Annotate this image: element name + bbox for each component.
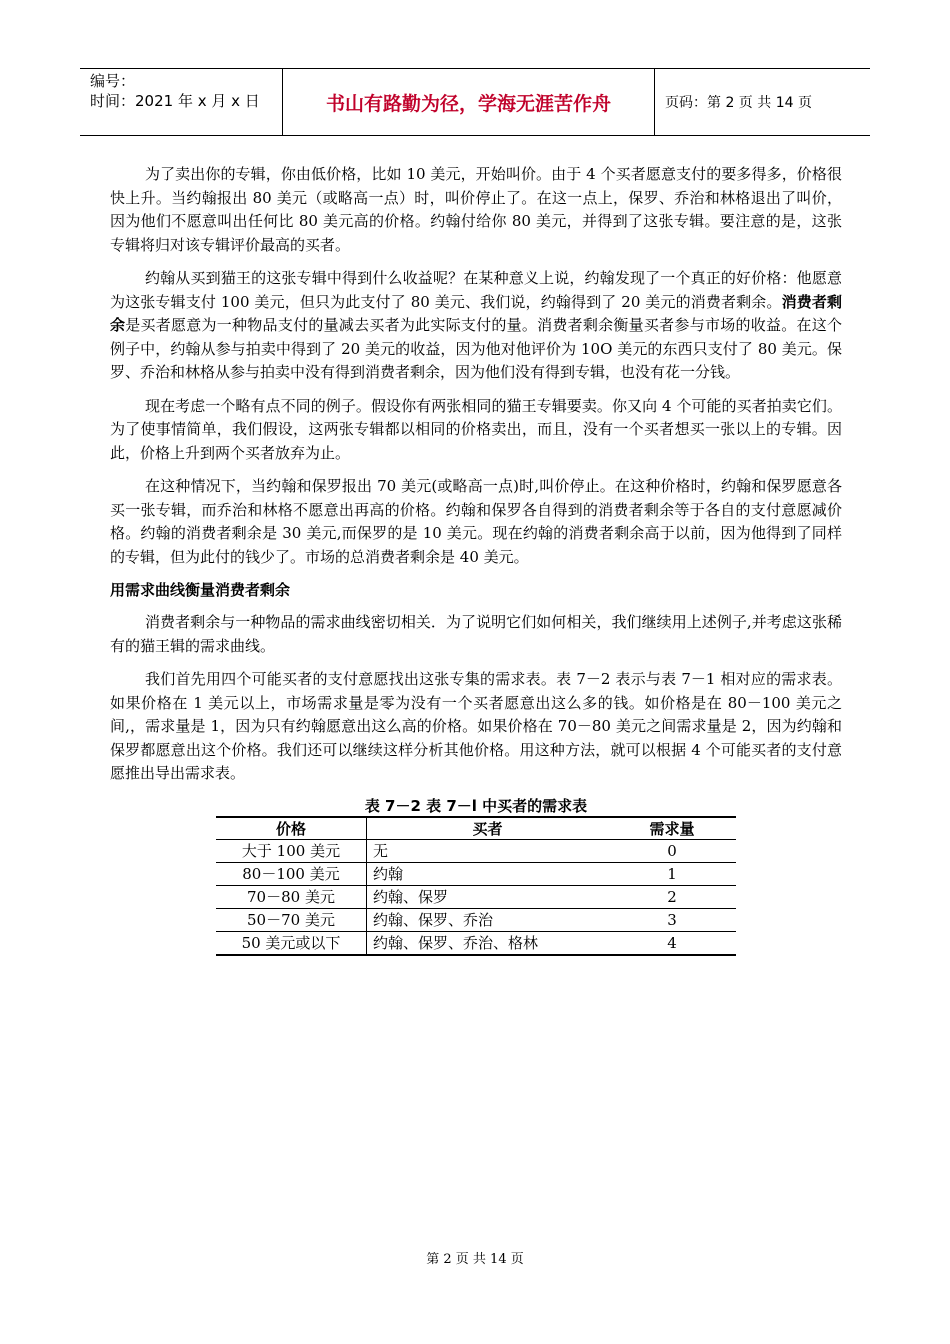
table-header-row [216,817,736,840]
column-header-price: 价格 [216,817,367,840]
cell-price: 70－80 美元 [216,885,367,908]
header-meta [80,69,283,135]
paragraph-text: 约翰从买到猫王的这张专辑中得到什么收益呢？在某种意义上说，约翰发现了一个真正的好价格：他愿意为这张专辑支付 100 美元，但只为此支付了 80 美元、我们说，约翰得到了 20 美元的消费者剩余。 [110,269,842,311]
cell-buyers: 约翰、保罗 [367,885,609,908]
cell-buyers: 约翰 [367,862,609,885]
table-row [216,839,736,862]
cell-price: 50－70 美元 [216,908,367,931]
table-row [216,885,736,908]
cell-price: 50 美元或以下 [216,931,367,955]
header-motto: 书山有路勤为径，学海无涯苦作舟 [283,69,655,135]
table-row [216,862,736,885]
column-header-quantity: 需求量 [608,817,736,840]
paragraph-text: 是买者愿意为一种物品支付的量减去买者为此实际支付的量。消费者剩余衡量买者参与市场的收益。在这个例子中，约翰从参与拍卖中得到了 20 美元的收益，因为他对他评价为 10O 美元的东西只支付了 80 美元。保罗、乔治和林格从参与拍卖中没有得到消费者剩余，因为他们没有得到专辑，也没有花一分钱。 [110,316,842,381]
page-footer: 第 2 页 共 14 页 [426,1252,524,1267]
column-header-buyers: 买者 [367,817,609,840]
cell-buyers: 无 [367,839,609,862]
paragraph: 为了卖出你的专辑，你由低价格，比如 10 美元，开始叫价。由于 4 个买者愿意支付的要多得多，价格很快上升。当约翰报出 80 美元（或略高一点）时，叫价停止了。在这一点上，保罗、乔治和林格退出了叫价，因为他们不愿意叫出任何比 80 美元高的价格。约翰付给你 80 美元，并得到了这张专辑。要注意的是，这张专辑将归对该专辑评价最高的买者。 [110,165,842,254]
cell-quantity: 4 [608,931,736,955]
cell-buyers: 约翰、保罗、乔治 [367,908,609,931]
cell-quantity: 1 [608,862,736,885]
table-row [216,908,736,931]
header-page-info: 页码：第 2 页 共 14 页 [665,95,812,111]
term-consumer-surplus: 消费者剩余 [110,292,842,334]
cell-buyers: 约翰、保罗、乔治、格林 [367,931,609,955]
cell-price: 大于 100 美元 [216,839,367,862]
document-time-label: 时间：2021 年 x 月 x 日 [90,92,260,110]
demand-table [216,816,736,956]
cell-quantity: 0 [608,839,736,862]
cell-quantity: 3 [608,908,736,931]
paragraph-consumer-surplus-definition [110,267,842,385]
paragraph: 在这种情况下，当约翰和保罗报出 70 美元(或略高一点)时,叫价停止。在这种价格时，约翰和保罗愿意各买一张专辑，而乔治和林格不愿意出再高的价格。约翰和保罗各自得到的消费者剩余等于各自的支付意愿减价格。约翰的消费者剩余是 30 美元,而保罗的是 10 美元。现在约翰的消费者剩余高于以前，因为他得到了同样的专辑，但为此付的钱少了。市场的总消费者剩余是 40 美元。 [110,477,842,566]
paragraph: 我们首先用四个可能买者的支付意愿找出这张专集的需求表。表 7－2 表示与表 7－1 相对应的需求表。如果价格在 1 美元以上，市场需求量是零为没有一个买者愿意出这么多的钱。如价格是在 80－100 美元之间,，需求量是 1，因为只有约翰愿意出这么高的价格。如果价格在 70－80 美元之间需求量是 2，因为约翰和保罗都愿意出这个价格。我们还可以继续这样分析其他价格。用这种方法，就可以根据 4 个可能买者的支付意愿推出导出需求表。 [110,670,842,782]
table-caption: 表 7－2 表 7－l 中买者的需求表 [364,796,588,815]
paragraph: 现在考虑一个略有点不同的例子。假设你有两张相同的猫王专辑要卖。你又向 4 个可能的买者拍卖它们。为了使事情简单，我们假设，这两张专辑都以相同的价格卖出，而且，没有一个买者想买一张以上的专辑。因此，价格上升到两个买者放弃为止。 [110,396,842,462]
paragraph: 消费者剩余与一种物品的需求曲线密切相关．为了说明它们如何相关，我们继续用上述例子,并考虑这张稀有的猫王辑的需求曲线。 [110,613,842,655]
document-number-label: 编号： [90,72,136,90]
table-row [216,931,736,955]
cell-price: 80－100 美元 [216,862,367,885]
document-body [110,163,842,956]
cell-quantity: 2 [608,885,736,908]
section-heading: 用需求曲线衡量消费者剩余 [110,581,291,599]
page-header [80,68,870,136]
